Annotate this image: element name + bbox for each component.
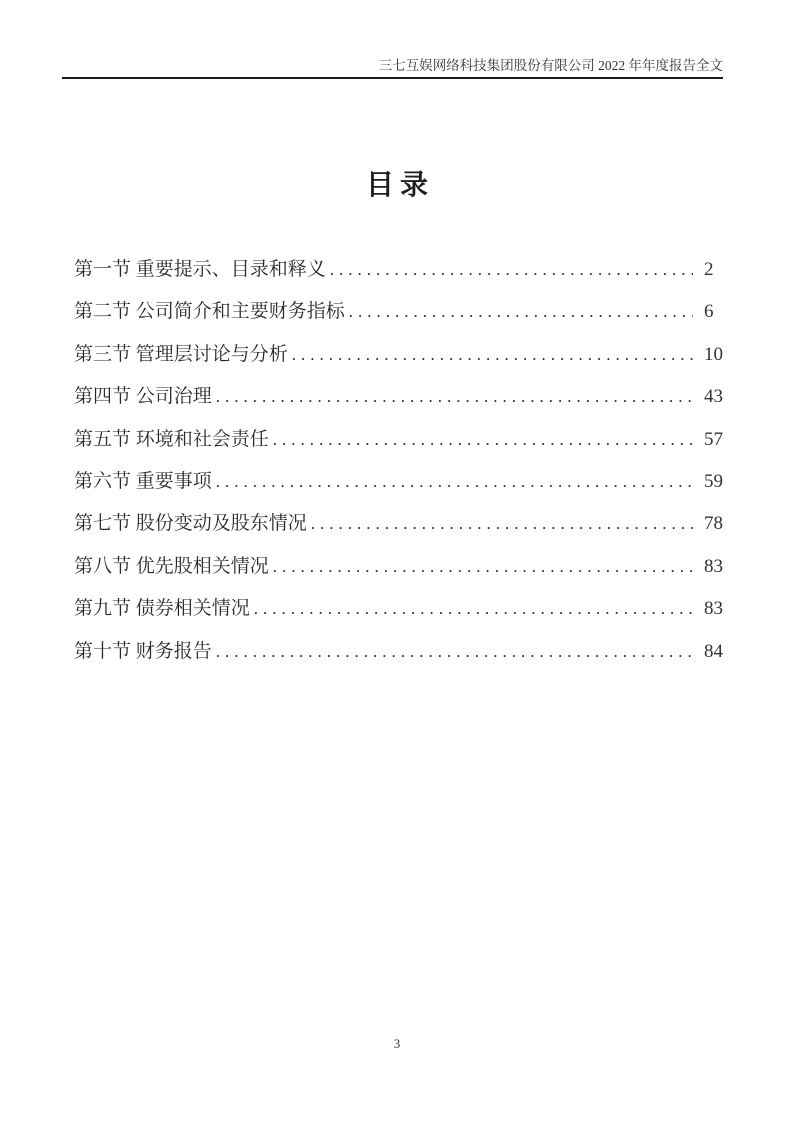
toc-entry[interactable] — [74, 249, 728, 291]
page-title: 目录 — [365, 169, 434, 200]
toc-entry-label: 第四节 公司治理 — [74, 386, 212, 408]
toc-leader-dots — [269, 419, 693, 461]
footer — [0, 1036, 794, 1052]
toc-leader-dots — [212, 631, 693, 673]
toc-leader-dots — [212, 461, 693, 503]
toc-entry[interactable] — [74, 376, 728, 418]
header-divider — [62, 77, 723, 79]
toc-leader-dots — [269, 546, 693, 588]
toc-leader-dots — [288, 334, 693, 376]
toc-entry[interactable] — [74, 546, 728, 588]
toc-entry-page: 83 — [704, 598, 723, 620]
toc-leader-dots — [212, 376, 693, 418]
toc-entry-page: 83 — [704, 555, 723, 577]
toc-entry[interactable] — [74, 503, 728, 545]
toc-entry[interactable] — [74, 631, 728, 673]
toc-entry-page: 2 — [704, 259, 714, 280]
toc-leader-dots — [307, 503, 693, 545]
toc-entry[interactable] — [74, 461, 728, 503]
toc-entry[interactable] — [74, 588, 728, 630]
toc-entry-page: 6 — [704, 301, 714, 323]
toc-entry[interactable] — [74, 291, 728, 333]
toc-entry-page: 84 — [704, 640, 723, 662]
toc-entry-label: 第二节 公司简介和主要财务指标 — [74, 301, 345, 323]
toc-entry[interactable] — [74, 419, 728, 461]
toc-leader-dots — [250, 588, 693, 630]
toc-entry-page: 78 — [704, 513, 723, 535]
toc-leader-dots — [326, 249, 693, 291]
toc-entry-label: 第十节 财务报告 — [74, 640, 212, 662]
page-header — [62, 57, 723, 75]
toc-entry-label: 第六节 重要事项 — [74, 470, 212, 492]
toc-entry-page: 43 — [704, 386, 723, 408]
toc-entry-page: 57 — [704, 428, 723, 450]
toc-entry-page: 59 — [704, 470, 723, 492]
header-report-title: 三七互娱网络科技集团股份有限公司 2022 年年度报告全文 — [378, 58, 723, 73]
toc-entry-label: 第三节 管理层讨论与分析 — [74, 343, 288, 365]
toc-entry-label: 第九节 债券相关情况 — [74, 598, 250, 620]
footer-page-number: 3 — [393, 1036, 401, 1051]
toc-entry[interactable] — [74, 334, 728, 376]
toc-entry-label: 第八节 优先股相关情况 — [74, 555, 269, 577]
toc-entry-label: 第七节 股份变动及股东情况 — [74, 513, 307, 535]
toc-entry-page: 10 — [704, 343, 723, 365]
toc-entry-label: 第五节 环境和社会责任 — [74, 428, 269, 450]
toc-entry-label: 第一节 重要提示、目录和释义 — [74, 259, 326, 280]
toc-leader-dots — [345, 291, 693, 333]
toc-list — [74, 249, 728, 673]
